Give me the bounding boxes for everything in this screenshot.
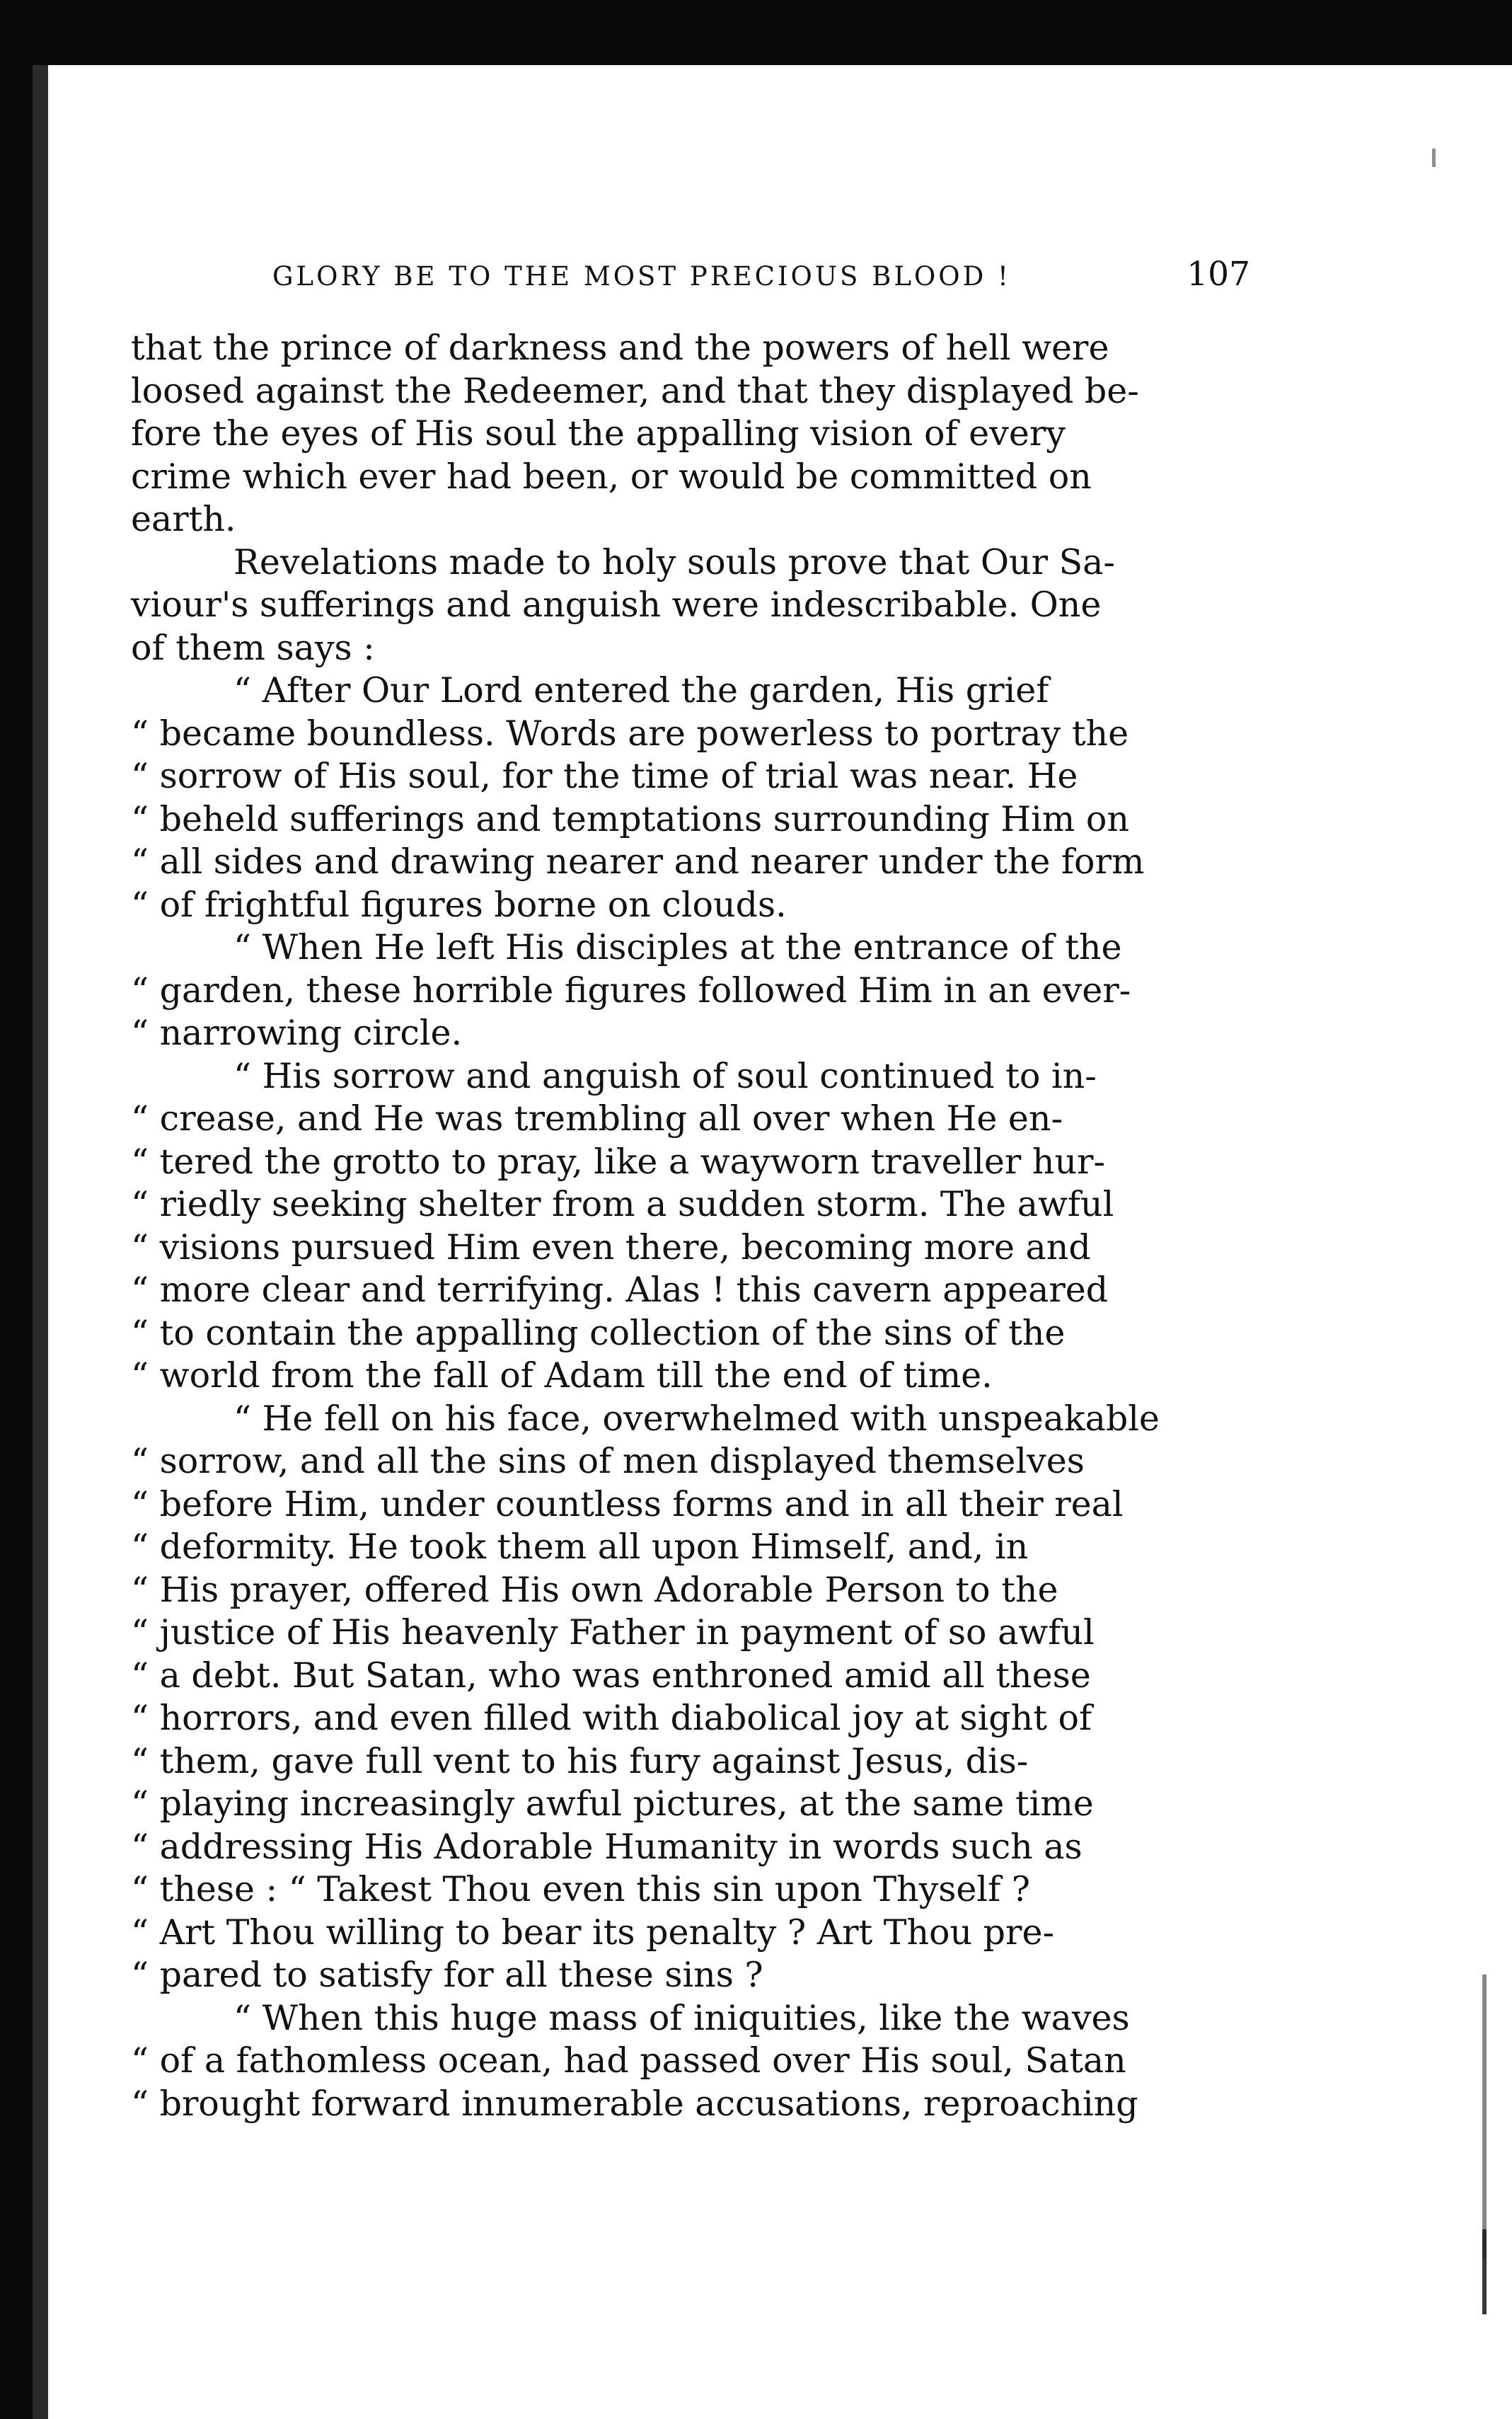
text-line: Revelations made to holy souls prove that Our Sa-	[233, 541, 1115, 582]
scan-border-left	[0, 0, 33, 2419]
running-head-title: GLORY BE TO THE MOST PRECIOUS BLOOD !	[272, 261, 1011, 292]
text-line: “ brought forward innumerable accusations, reproaching	[131, 2083, 1138, 2124]
text-line: “ His prayer, offered His own Adorable Person to the	[131, 1569, 1058, 1610]
text-line: viour's sufferings and anguish were indescribable. One	[131, 585, 1102, 625]
margin-shadow-mark	[1482, 1975, 1487, 2258]
body-text	[131, 327, 1256, 2125]
text-line: “ them, gave full vent to his fury against Jesus, dis-	[131, 1740, 1029, 1781]
text-line: “ tered the grotto to pray, like a wayworn traveller hur-	[131, 1141, 1106, 1182]
text-line: “ became boundless. Words are powerless to portray the	[131, 713, 1129, 754]
text-line: “ visions pursued Him even there, becoming more and	[131, 1226, 1091, 1268]
text-line: “ these : “ Takest Thou even this sin upon Thyself ?	[131, 1869, 1031, 1909]
text-line: “ crease, and He was trembling all over when He en-	[131, 1098, 1063, 1139]
text-line: “ of frightful figures borne on clouds.	[131, 884, 787, 925]
text-line: “ before Him, under countless forms and in all their real	[131, 1483, 1124, 1524]
text-line: “ world from the fall of Adam till the end of time.	[131, 1355, 993, 1396]
text-line: earth.	[131, 499, 236, 539]
scan-border-top	[0, 0, 1512, 65]
text-line: “ Art Thou willing to bear its penalty ? Art Thou pre-	[131, 1912, 1055, 1953]
text-line: “ riedly seeking shelter from a sudden storm. The awful	[131, 1184, 1114, 1224]
text-line: “ pared to satisfy for all these sins ?	[131, 1955, 763, 1995]
book-page	[131, 255, 1256, 2125]
text-line: “ more clear and terrifying. Alas ! this cavern appeared	[131, 1270, 1109, 1310]
text-line: “ beheld sufferings and temptations surrounding Him on	[131, 798, 1129, 839]
text-line: “ He fell on his face, overwhelmed with unspeakable	[233, 1398, 1160, 1439]
scan-speck	[1432, 149, 1436, 167]
text-line: “ playing increasingly awful pictures, at the same time	[131, 1783, 1094, 1824]
text-line: “ to contain the appalling collection of the sins of the	[131, 1312, 1066, 1353]
text-line: “ deformity. He took them all upon Himself, and, in	[131, 1527, 1029, 1567]
text-line: “ a debt. But Satan, who was enthroned amid all these	[131, 1655, 1091, 1696]
text-line: fore the eyes of His soul the appalling vision of every	[131, 413, 1066, 454]
text-line: “ horrors, and even filled with diabolical joy at sight of	[131, 1698, 1092, 1738]
text-line: “ addressing His Adorable Humanity in words such as	[131, 1826, 1083, 1867]
text-line: that the prince of darkness and the powers of hell were	[131, 328, 1109, 368]
page-number: 107	[1187, 255, 1250, 294]
text-line: “ all sides and drawing nearer and nearer under the form	[131, 841, 1145, 882]
text-line: “ When this huge mass of iniquities, like the waves	[233, 1997, 1130, 2038]
text-line: “ garden, these horrible figures followed Him in an ever-	[131, 970, 1131, 1011]
text-line: “ After Our Lord entered the garden, His grief	[233, 670, 1049, 711]
margin-shadow-mark	[1482, 2229, 1487, 2314]
text-line: loosed against the Redeemer, and that they displayed be-	[131, 370, 1139, 411]
text-line: “ His sorrow and anguish of soul continued to in-	[233, 1055, 1097, 1096]
text-line: “ narrowing circle.	[131, 1013, 463, 1053]
text-line: of them says :	[131, 627, 375, 668]
text-line: “ When He left His disciples at the entrance of the	[233, 927, 1122, 967]
text-line: crime which ever had been, or would be committed on	[131, 456, 1092, 497]
text-line: “ of a fathomless ocean, had passed over His soul, Satan	[131, 2040, 1126, 2081]
text-line: “ sorrow of His soul, for the time of trial was near. He	[131, 756, 1078, 796]
running-head	[131, 255, 1256, 304]
text-line: “ sorrow, and all the sins of men displayed themselves	[131, 1441, 1085, 1481]
page-gutter-shadow	[33, 65, 48, 2419]
text-line: “ justice of His heavenly Father in payment of so awful	[131, 1612, 1095, 1653]
